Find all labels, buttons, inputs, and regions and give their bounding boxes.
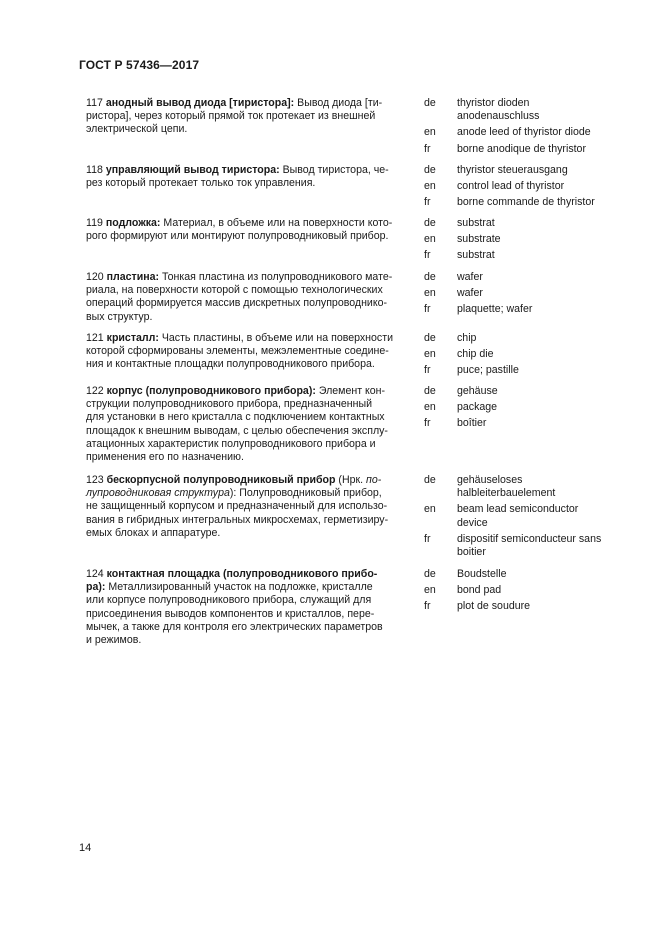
entry-text <box>86 271 403 324</box>
definition: присоединения выводов компонентов и кристаллов, пере- <box>86 607 375 620</box>
language-code: fr <box>424 417 431 430</box>
translation-term: package <box>457 401 498 414</box>
translation-term: borne commande de thyristor <box>457 196 595 209</box>
translation-term: chip die <box>457 348 494 361</box>
translation-row <box>424 164 624 177</box>
translation-term: wafer <box>457 271 483 283</box>
translation-term: gehäuse <box>457 385 498 397</box>
entry-term: кристалл: <box>106 332 159 344</box>
translation-row <box>424 417 624 430</box>
definition: рого формируют или монтируют полупроводниковый прибор. <box>86 230 389 243</box>
definition: которой сформированы элементы, межэлементные соедине- <box>86 345 389 358</box>
entry-number: 122 <box>86 385 104 397</box>
language-code: en <box>424 401 436 414</box>
translation-term: puce; pastille <box>457 364 519 377</box>
term-entry-121 <box>86 332 403 372</box>
definition: (Нрк. <box>335 474 367 486</box>
translation-row <box>424 584 624 597</box>
language-code: en <box>424 287 436 300</box>
definition: Вывод диода [ти- <box>294 97 383 109</box>
translation-term: substrat <box>457 217 495 229</box>
definition: риала, на поверхности которой с помощью технологических <box>86 284 383 297</box>
translation-term: boitier <box>457 546 486 559</box>
entry-text <box>86 217 403 243</box>
definition: струкции полупроводникового прибора, предназначенный <box>86 398 372 411</box>
language-code: fr <box>424 600 431 613</box>
language-code: en <box>424 233 436 246</box>
translation-term: chip <box>457 332 477 344</box>
entry-term: анодный вывод диода [тиристора]: <box>105 97 295 109</box>
language-code: fr <box>424 303 431 316</box>
translation-term: wafer <box>457 287 483 300</box>
translation-term: beam lead semiconductor <box>457 503 579 516</box>
definition: Материал, в объеме или на поверхности кото- <box>160 217 393 229</box>
definition: рез который протекает только ток управления. <box>86 177 316 190</box>
translation-row <box>424 233 624 246</box>
language-code <box>424 487 457 500</box>
language-code <box>424 110 457 123</box>
translations-120 <box>424 271 624 317</box>
language-code: fr <box>424 142 431 155</box>
entry-text <box>86 474 403 540</box>
translation-term: substrat <box>457 249 495 262</box>
definition: для установки в него кристалла с подключением контактных <box>86 411 385 424</box>
translation-row <box>424 600 624 613</box>
language-code: fr <box>424 364 431 377</box>
translations-118 <box>424 164 624 210</box>
language-code: fr <box>424 196 431 209</box>
entry-number: 124 <box>86 568 104 580</box>
translations-119 <box>424 217 624 263</box>
definition: не защищенный корпусом и предназначенный для использо- <box>86 500 388 513</box>
translation-row <box>424 196 624 209</box>
language-code: de <box>424 217 436 229</box>
entry-term: ра): <box>86 581 106 594</box>
translation-row <box>424 143 624 156</box>
translation-row <box>424 303 624 316</box>
language-code: de <box>424 164 436 176</box>
translation-term: Boudstelle <box>457 568 507 580</box>
entry-number: 123 <box>86 474 104 486</box>
translation-row <box>424 180 624 193</box>
page-number: 14 <box>79 842 92 854</box>
translation-term: borne anodique de thyristor <box>457 142 586 155</box>
translation-row <box>424 348 624 361</box>
entry-term: подложка: <box>105 217 161 229</box>
translation-term: gehäuseloses <box>457 474 523 486</box>
definition: емых блоках и аппаратуре. <box>86 526 221 539</box>
translation-term: plot de soudure <box>457 600 531 613</box>
definition: Тонкая пластина из полупроводникового мате- <box>159 271 393 283</box>
entry-term: управляющий вывод тиристора: <box>105 164 280 176</box>
language-code: en <box>424 126 436 139</box>
language-code: fr <box>424 249 431 262</box>
translation-row <box>424 503 624 516</box>
term-entry-122 <box>86 385 403 464</box>
translation-term: bond pad <box>457 584 502 597</box>
term-entry-120 <box>86 271 403 324</box>
translation-row <box>424 364 624 377</box>
entry-term: корпус (полупроводникового прибора): <box>106 385 316 397</box>
translation-term: thyristor dioden <box>457 97 530 109</box>
translation-term: anodenauschluss <box>457 110 540 123</box>
term-entry-118 <box>86 164 403 190</box>
translation-row <box>424 533 624 546</box>
entry-text <box>86 385 403 464</box>
translation-term: dispositif semiconducteur sans <box>457 532 602 545</box>
definition: мычек, а также для контроля его электрических параметров <box>86 620 383 633</box>
language-code: de <box>424 332 436 344</box>
entry-term: бескорпусной полупроводниковый прибор <box>106 474 336 486</box>
translations-124 <box>424 568 624 614</box>
definition: или корпусе полупроводникового прибора, служащий для <box>86 594 372 607</box>
translations-123 <box>424 474 624 559</box>
definition: применения его по назначению. <box>86 451 244 464</box>
translation-row <box>424 474 624 487</box>
language-code: de <box>424 474 436 486</box>
definition: вания в гибридных интегральных микросхемах, герметизиру- <box>86 513 389 526</box>
translation-row <box>424 287 624 300</box>
definition: операций формируется массив дискретных полупроводнико- <box>86 297 388 310</box>
translation-row <box>424 401 624 414</box>
definition: Металлизированный участок на подложке, кристалле <box>105 581 373 594</box>
definition: Вывод тиристора, че- <box>279 164 389 176</box>
language-code: en <box>424 503 436 516</box>
term-entry-124 <box>86 568 403 647</box>
entry-term: пластина: <box>106 271 160 283</box>
entry-number: 120 <box>86 271 104 283</box>
entry-text <box>86 568 403 647</box>
translation-row <box>424 546 624 559</box>
language-code <box>424 517 457 530</box>
translations-122 <box>424 385 624 431</box>
translation-term: boîtier <box>457 417 487 430</box>
definition: атационных характеристик полупроводникового прибора и <box>86 437 376 450</box>
definition: электрической цепи. <box>86 123 188 136</box>
definition: ): Полупроводниковый прибор, <box>229 487 382 500</box>
translation-term: device <box>457 516 488 529</box>
translation-term: thyristor steuerausgang <box>457 164 568 176</box>
definition: Элемент кон- <box>315 385 386 397</box>
language-code: en <box>424 348 436 361</box>
term-entry-119 <box>86 217 403 243</box>
translation-row <box>424 568 624 581</box>
entry-number: 118 <box>86 164 103 176</box>
entry-number: 119 <box>86 217 103 229</box>
translations-121 <box>424 332 624 378</box>
language-code: de <box>424 568 436 580</box>
language-code: en <box>424 584 436 597</box>
translation-term: control lead of thyristor <box>457 180 565 193</box>
translation-term: anode leed of thyristor diode <box>457 126 591 139</box>
entry-text <box>86 164 403 190</box>
translation-row <box>424 271 624 284</box>
language-code: de <box>424 271 436 283</box>
translation-row <box>424 217 624 230</box>
definition: ния и контактные площадки полупроводникового прибора. <box>86 358 375 371</box>
translation-term: substrate <box>457 233 501 246</box>
translation-row <box>424 385 624 398</box>
translation-row <box>424 110 624 123</box>
entry-term: контактная площадка (полупроводникового прибо- <box>106 568 378 580</box>
translation-row <box>424 249 624 262</box>
definition: площадок к внешним выводам, с целью обеспечения эксплу- <box>86 424 388 437</box>
language-code: fr <box>424 532 431 545</box>
definition: ристора], через который прямой ток протекает из внешней <box>86 110 376 123</box>
term-entry-117 <box>86 97 403 137</box>
deprecated-term: по- <box>366 474 382 486</box>
translations-117 <box>424 97 624 156</box>
translation-row <box>424 332 624 345</box>
language-code: de <box>424 385 436 397</box>
translation-row <box>424 126 624 139</box>
term-entry-123 <box>86 474 403 540</box>
definition: Часть пластины, в объеме или на поверхности <box>158 332 393 344</box>
language-code <box>424 546 457 559</box>
definition: и режимов. <box>86 634 142 647</box>
entry-text <box>86 97 403 137</box>
translation-term: plaquette; wafer <box>457 303 533 316</box>
translation-row <box>424 517 624 530</box>
entry-number: 117 <box>86 97 103 109</box>
translation-row <box>424 487 624 500</box>
deprecated-term: лупроводниковая структура <box>86 487 230 500</box>
language-code: en <box>424 180 436 193</box>
entry-number: 121 <box>86 332 104 344</box>
document-header: ГОСТ Р 57436—2017 <box>79 58 200 72</box>
language-code: de <box>424 97 436 109</box>
translation-row <box>424 97 624 110</box>
definition: вых структур. <box>86 310 153 323</box>
translation-term: halbleiterbauelement <box>457 487 556 500</box>
entry-text <box>86 332 403 372</box>
